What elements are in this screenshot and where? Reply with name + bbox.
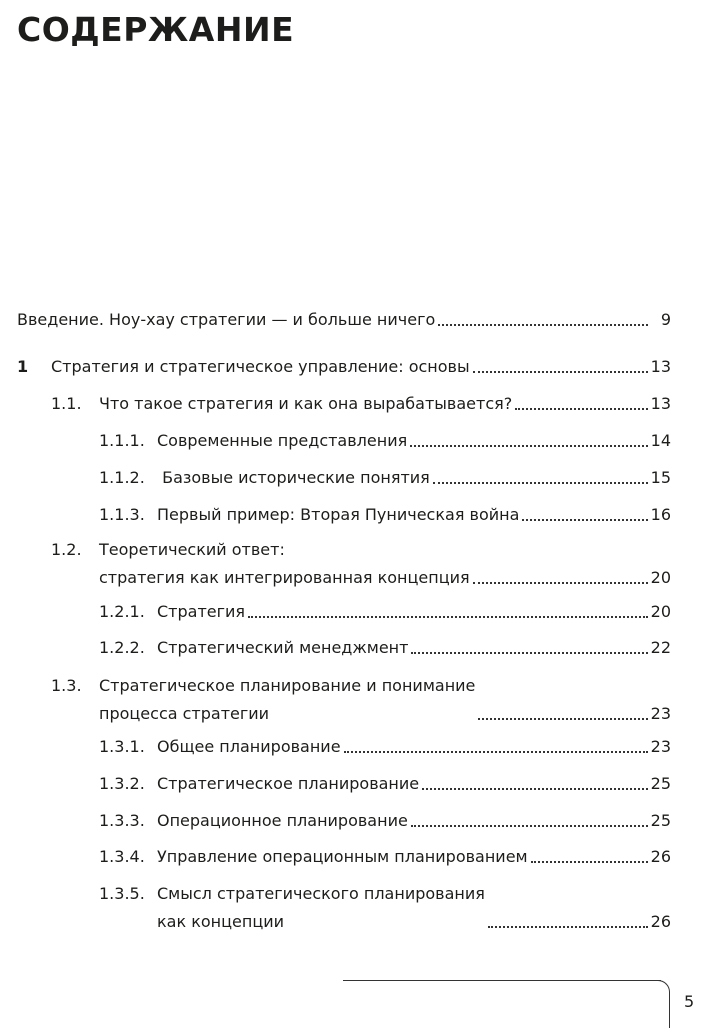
footer-rule <box>343 980 661 981</box>
toc-entry-number: 1.2.1. <box>99 602 145 621</box>
toc-entry-1-3-4[interactable] <box>99 843 671 871</box>
toc-entry-text: Смысл стратегического планирования <box>157 884 485 903</box>
toc-page-number: 20 <box>650 568 671 587</box>
dot-leader <box>422 788 648 790</box>
toc-entry-1-1-1[interactable] <box>99 427 671 455</box>
toc-entry-text: Введение. Ноу-хау стратегии — и больше ничего <box>17 310 436 329</box>
toc-entry-text: Стратегическое планирование и понимание <box>99 676 476 695</box>
toc-entry-1-2-2[interactable] <box>99 634 671 662</box>
toc-entry-text-continued: стратегия как интегрированная концепция <box>99 568 470 587</box>
toc-entry-number: 1.3.2. <box>99 774 145 793</box>
dot-leader <box>411 825 648 827</box>
toc-entry-text: Управление операционным планированием <box>157 847 528 866</box>
dot-leader <box>433 482 648 484</box>
toc-entry-text: Базовые исторические понятия <box>157 468 430 487</box>
page-title: СОДЕРЖАНИЕ <box>17 10 295 49</box>
dot-leader <box>344 751 648 753</box>
toc-entry-1-3[interactable] <box>51 672 671 728</box>
toc-entry-1-1-3[interactable] <box>99 501 671 529</box>
page-number: 5 <box>684 992 695 1011</box>
toc-entry-1-2[interactable] <box>51 536 671 592</box>
toc-entry-chapter-1[interactable] <box>17 353 671 381</box>
toc-entry-1-1-2[interactable] <box>99 464 671 492</box>
toc-entry-number: 1 <box>17 357 29 376</box>
toc-page-number: 23 <box>650 737 671 756</box>
dot-leader <box>411 652 647 654</box>
dot-leader <box>410 445 647 447</box>
footer-rule-corner <box>656 980 670 1028</box>
toc-entry-text: Современные представления <box>157 431 408 450</box>
toc-entry-text: Первый пример: Вторая Пуническая война <box>157 505 520 524</box>
toc-entry-text: Теоретический ответ: <box>99 540 285 559</box>
toc-entry-text: Стратегический менеджмент <box>157 638 409 657</box>
toc-page-number: 25 <box>650 774 671 793</box>
dot-leader <box>438 324 648 326</box>
toc-entry-1-1[interactable] <box>51 390 671 418</box>
toc-entry-text: Стратегическое планирование <box>157 774 420 793</box>
toc-page-number: 13 <box>650 357 671 376</box>
toc-entry-number: 1.1. <box>51 394 82 413</box>
toc-entry-text: Стратегия <box>157 602 246 621</box>
toc-entry-1-2-1[interactable] <box>99 598 671 626</box>
toc-entry-number: 1.3.5. <box>99 884 145 903</box>
toc-entry-text: Операционное планирование <box>157 811 408 830</box>
toc-entry-1-3-2[interactable] <box>99 770 671 798</box>
dot-leader <box>473 582 648 584</box>
toc-page-number: 16 <box>650 505 671 524</box>
toc-entry-number: 1.3.4. <box>99 847 145 866</box>
toc-page-number: 14 <box>650 431 671 450</box>
toc-page-number: 25 <box>650 811 671 830</box>
toc-page-number: 9 <box>660 310 671 329</box>
dot-leader <box>473 371 648 373</box>
toc-entry-number: 1.1.2. <box>99 468 145 487</box>
toc-entry-1-3-5[interactable] <box>99 880 671 936</box>
toc-entry-number: 1.1.1. <box>99 431 145 450</box>
dot-leader <box>515 408 647 410</box>
toc-entry-text-continued: процесса стратегии <box>99 704 270 723</box>
toc-entry-1-3-3[interactable] <box>99 807 671 835</box>
toc-entry-number: 1.3. <box>51 676 82 695</box>
toc-page-number: 23 <box>650 704 671 723</box>
toc-page-number: 26 <box>650 912 671 931</box>
dot-leader <box>522 519 647 521</box>
toc-entry-number: 1.1.3. <box>99 505 145 524</box>
toc-entry-number: 1.3.3. <box>99 811 145 830</box>
toc-entry-text: Стратегия и стратегическое управление: основы <box>51 357 470 376</box>
toc-page-number: 20 <box>650 602 671 621</box>
toc-page-number: 22 <box>650 638 671 657</box>
toc-entry-number: 1.3.1. <box>99 737 145 756</box>
toc-entry-number: 1.2. <box>51 540 82 559</box>
toc-entry-1-3-1[interactable] <box>99 733 671 761</box>
toc-page-number: 15 <box>650 468 671 487</box>
dot-leader <box>478 718 647 720</box>
toc-entry-number: 1.2.2. <box>99 638 145 657</box>
toc-entry-text-continued: как концепции <box>157 912 285 931</box>
toc-entry-text: Общее планирование <box>157 737 341 756</box>
toc-entry-introduction[interactable] <box>17 306 671 334</box>
dot-leader <box>531 861 648 863</box>
dot-leader <box>488 926 648 928</box>
toc-entry-text: Что такое стратегия и как она вырабатывается? <box>99 394 513 413</box>
toc-page-number: 26 <box>650 847 671 866</box>
dot-leader <box>248 616 648 618</box>
toc-page-number: 13 <box>650 394 671 413</box>
